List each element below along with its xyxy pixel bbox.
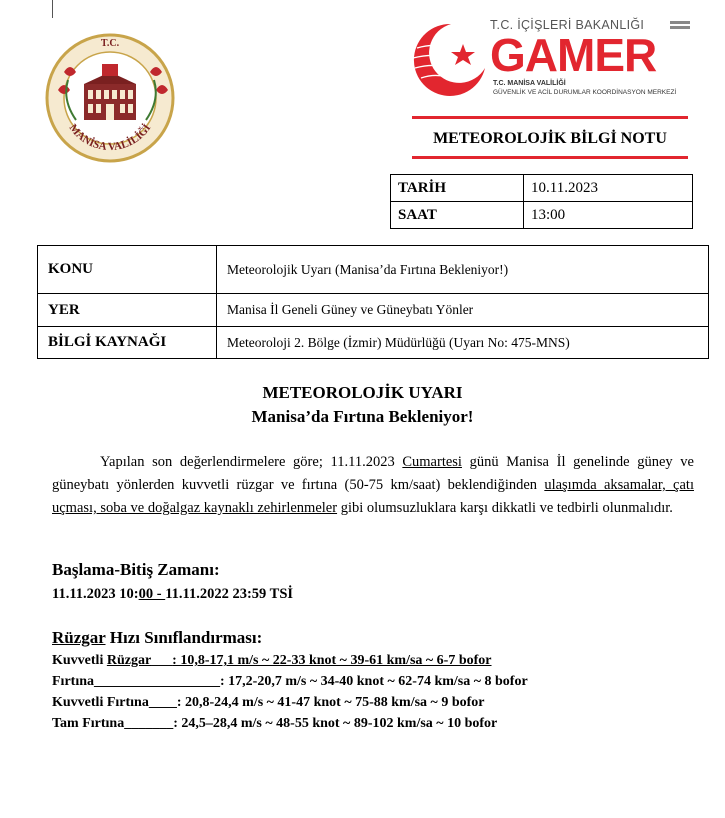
kaynak-label: BİLGİ KAYNAĞI (38, 327, 217, 359)
wind-row: Kuvvetli Fırtına____: 20,8-24,4 m/s ~ 41-47 knot ~ 75-88 km/sa ~ 9 bofor (52, 695, 485, 710)
note-title-top-rule (412, 116, 688, 119)
logo-ministry-text: T.C. İÇİŞLERİ BAKANLIĞI (490, 18, 645, 32)
wind-row: Kuvvetli Rüzgar___: 10,8-17,1 m/s ~ 22-33 knot ~ 39-61 km/sa ~ 6-7 bofor (52, 653, 492, 668)
day-name: Cumartesi (402, 454, 462, 470)
time-heading: Başlama-Bitiş Zamanı: (52, 560, 220, 579)
konu-label: KONU (38, 246, 217, 294)
manisa-valiligi-seal (44, 32, 176, 164)
gamer-emblem-icon (405, 18, 489, 96)
seal-bottom-text: MANİSA VALİLİĞİ (66, 121, 154, 154)
note-title: METEOROLOJİK BİLGİ NOTU (433, 130, 667, 147)
logo-gamer-text: GAMER (490, 29, 657, 81)
info-row-yer (38, 294, 709, 327)
note-title-bottom-rule (412, 156, 688, 159)
wind-row: Tam Fırtına_______: 24,5–28,4 m/s ~ 48-55 knot ~ 89-102 km/sa ~ 10 bofor (52, 716, 498, 731)
kaynak-value: Meteoroloji 2. Bölge (İzmir) Müdürlüğü (Uyarı No: 475-MNS) (217, 327, 709, 359)
info-row-kaynak (38, 327, 709, 359)
gamer-logo (405, 18, 695, 96)
date-value: 10.11.2023 (524, 175, 693, 202)
logo-sub-line1: T.C. MANİSA VALİLİĞİ (493, 80, 566, 87)
logo-sub-line2: GÜVENLİK VE ACİL DURUMLAR KOORDİNASYON MERKEZİ (493, 89, 677, 96)
warning-subtitle: Manisa’da Fırtına Bekleniyor! (251, 407, 474, 426)
yer-value: Manisa İl Geneli Güney ve Güneybatı Yönler (217, 294, 709, 327)
seal-top-text: T.C. (100, 38, 120, 49)
page-edge-marker (52, 0, 53, 18)
warning-title: METEOROLOJİK UYARI (262, 383, 463, 402)
date-label: TARİH (391, 175, 524, 202)
wind-row: Fırtına__________________: 17,2-20,7 m/s ~ 34-40 knot ~ 62-74 km/sa ~ 8 bofor (52, 674, 528, 689)
wind-heading: Rüzgar Hızı Sınıflandırması: (52, 628, 263, 647)
risk-list: ulaşımda aksamalar, çatı uçması, soba ve doğalgaz kaynaklı zehirlenmeler (52, 477, 694, 516)
info-row-konu (38, 246, 709, 294)
time-label: SAAT (391, 202, 524, 229)
time-row (391, 202, 693, 229)
warning-body: Yapılan son değerlendirmelere göre; 11.11.2023 Cumartesi günü Manisa İl genelinde güney ve güneybatı yönlerden kuvvetli rüzgar ve fırtına (50-75 km/saat) beklendiğinden ulaşımda aksamalar, çatı uçması, soba ve doğalgaz kaynaklı zehirlenmeler gibi olumsuzluklara karşı dikkatli ve tedbirli olunmalıdır. (52, 454, 694, 516)
date-table (390, 174, 693, 229)
date-row (391, 175, 693, 202)
time-range: 11.11.2023 10:00 - 11.11.2022 23:59 TSİ (52, 586, 294, 602)
time-value: 13:00 (524, 202, 693, 229)
yer-label: YER (38, 294, 217, 327)
info-table (37, 245, 709, 359)
logo-bars-icon (670, 21, 690, 31)
konu-value: Meteorolojik Uyarı (Manisa’da Fırtına Bekleniyor!) (217, 246, 709, 294)
